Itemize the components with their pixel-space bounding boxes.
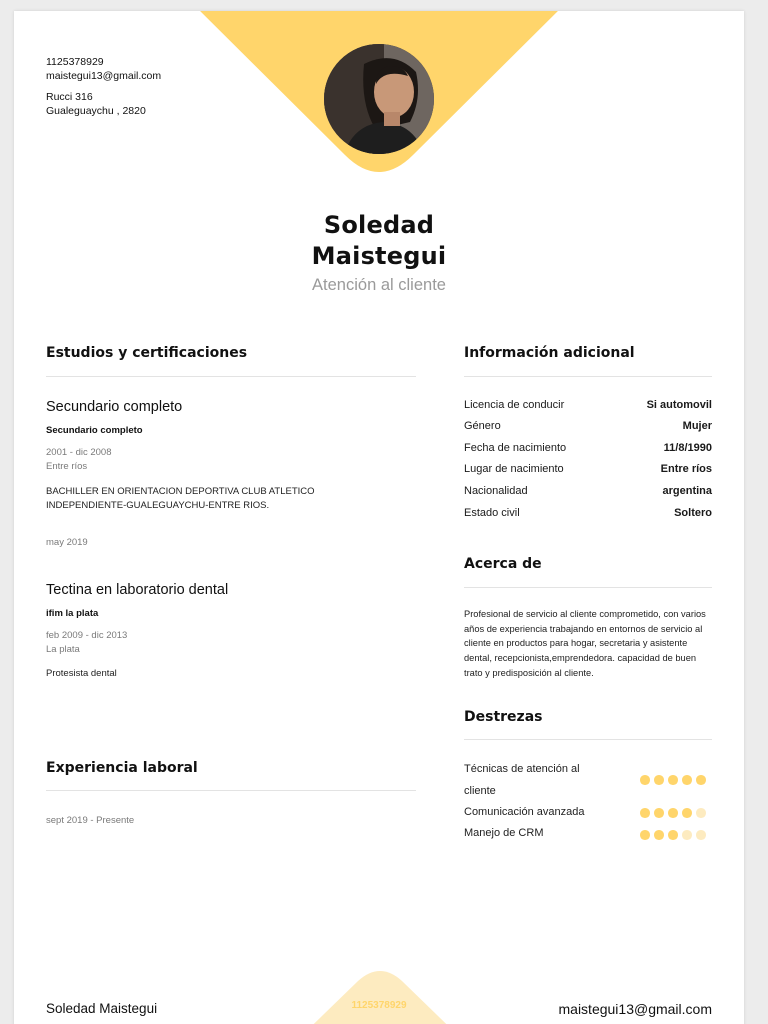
info-label: Estado civil — [464, 507, 520, 519]
skill-rating — [640, 808, 706, 818]
info-label: Licencia de conducir — [464, 399, 565, 411]
contact-address-line2: Gualeguaychu , 2820 — [46, 104, 146, 117]
about-text: Profesional de servicio al cliente comprometido, con varios años de experiencia trabajando en entornos de servicio al cliente en productos para hogar, secretaria y asistente dental, recepcionista,emprendedora. capacidad de buen trato y predisposición al cliente. — [464, 609, 706, 678]
info-value: Si automovil — [646, 399, 712, 411]
info-row-birthdate — [464, 442, 712, 454]
info-value: Entre ríos — [660, 463, 712, 475]
skill-dot-filled — [668, 808, 678, 818]
section-title-about: Acerca de — [464, 556, 542, 572]
resume-page — [14, 11, 744, 1024]
contact-block — [46, 56, 161, 118]
skill-name: Técnicas de atención al cliente — [464, 763, 580, 797]
profile-photo — [324, 44, 434, 154]
footer-name: Soledad Maistegui — [46, 1001, 158, 1016]
info-row-civil-status — [464, 507, 712, 519]
info-label: Fecha de nacimiento — [464, 442, 567, 454]
education-item-dates: feb 2009 - dic 2013 — [46, 630, 128, 641]
skill-dot-filled — [696, 775, 706, 785]
info-value: argentina — [662, 485, 712, 497]
skill-dot-filled — [682, 775, 692, 785]
footer-email: maistegui13@gmail.com — [558, 1001, 712, 1017]
education-item-location: La plata — [46, 644, 80, 655]
section-divider — [464, 376, 712, 377]
job-role: Atención al cliente — [312, 276, 446, 294]
info-value: 11/8/1990 — [663, 442, 712, 454]
education-item-description: Protesista dental — [46, 668, 117, 679]
skill-name: Comunicación avanzada — [464, 806, 585, 818]
experience-item-dates: sept 2019 - Presente — [46, 815, 135, 826]
education-item-institution: ifim la plata — [46, 608, 99, 619]
skill-dot-empty — [696, 808, 706, 818]
footer-phone: 1125378929 — [351, 1000, 407, 1011]
section-title-experience: Experiencia laboral — [46, 760, 198, 776]
name-first: Soledad — [323, 211, 435, 239]
education-item-dates: 2001 - dic 2008 — [46, 447, 112, 458]
skill-dot-filled — [640, 830, 650, 840]
skill-dot-filled — [640, 808, 650, 818]
skill-dot-filled — [640, 775, 650, 785]
skill-dot-filled — [682, 808, 692, 818]
section-divider — [464, 587, 712, 588]
education-item-title: Secundario completo — [46, 399, 183, 415]
info-row-gender — [464, 420, 712, 432]
section-divider — [46, 790, 416, 791]
education-item-description: BACHILLER EN ORIENTACION DEPORTIVA CLUB ATLETICO INDEPENDIENTE-GUALEGUAYCHU-ENTRE RIOS. — [46, 486, 315, 511]
skill-name: Manejo de CRM — [464, 827, 544, 839]
education-item-location: Entre ríos — [46, 461, 88, 472]
skill-rating — [640, 830, 706, 840]
education-item-title: Tectina en laboratorio dental — [46, 582, 229, 598]
section-title-skills: Destrezas — [464, 709, 543, 725]
info-label: Género — [464, 420, 501, 432]
info-value: Mujer — [682, 420, 712, 432]
info-label: Nacionalidad — [464, 485, 528, 497]
section-divider — [46, 376, 416, 377]
skill-dot-empty — [696, 830, 706, 840]
contact-address-line1: Rucci 316 — [46, 91, 93, 103]
education-item-institution: Secundario completo — [46, 425, 143, 436]
skill-dot-filled — [668, 830, 678, 840]
education-item-extra-date: may 2019 — [46, 537, 88, 548]
skill-dot-filled — [654, 775, 664, 785]
skill-dot-filled — [654, 830, 664, 840]
skill-dot-filled — [654, 808, 664, 818]
info-label: Lugar de nacimiento — [464, 463, 564, 475]
contact-phone: 1125378929 — [46, 56, 104, 68]
section-title-education: Estudios y certificaciones — [46, 345, 248, 361]
skill-dot-filled — [668, 775, 678, 785]
info-row-birthplace — [464, 463, 712, 475]
footer-banner-shape — [288, 969, 472, 1024]
section-title-additional-info: Información adicional — [464, 345, 635, 361]
info-value: Soltero — [674, 507, 712, 519]
skill-rating — [640, 775, 706, 785]
info-row-nationality — [464, 485, 712, 497]
contact-email: maistegui13@gmail.com — [46, 69, 162, 82]
section-divider — [464, 739, 712, 740]
skill-dot-empty — [682, 830, 692, 840]
info-row-license — [464, 399, 712, 411]
name-last: Maistegui — [311, 242, 447, 270]
